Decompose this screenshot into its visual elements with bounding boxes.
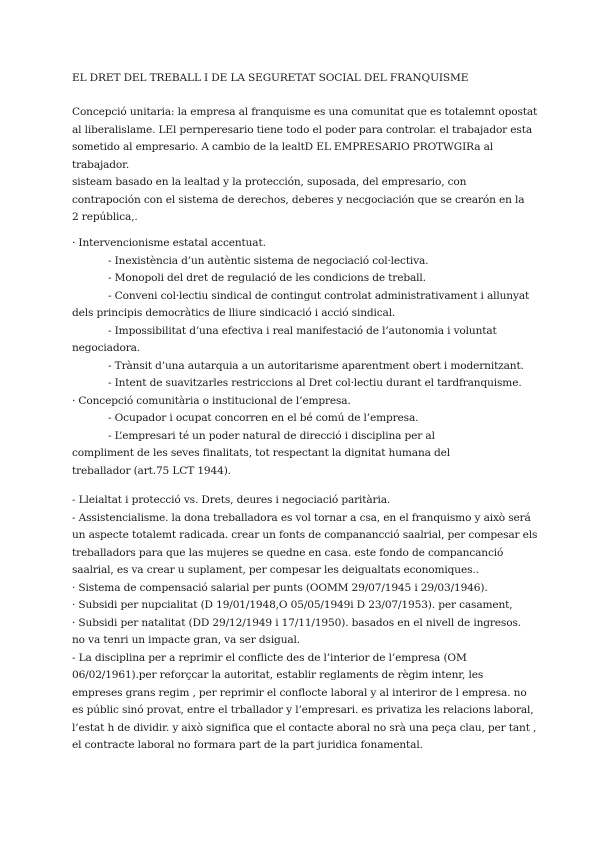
list-item: · Intervencionisme estatal accentuat. [72,237,266,249]
list-item: negociadora. [72,342,140,354]
text-line: no va tenri un impacte gran, va ser dsigual. [72,634,300,646]
list-item: · Concepció comunitària o institucional de l’empresa. [72,394,351,407]
list-item: - Trànsit d’una autarquia a un autoritarisme aparentment obert i modernitzant. [108,359,524,372]
text-line: - La disciplina per a reprimir el conflicte des de l’interior de l’empresa (OM [72,651,467,664]
text-line: 06/02/1961).per reforçcar la autoritat, establir reglaments de règim intenr, les [72,669,484,681]
text-line: empreses grans regim , per reprimir el conflocte laboral y al interiror de l empresa. no [72,686,527,699]
list-item: - Ocupador i ocupat concorren en el bé comú de l’empresa. [108,412,419,424]
text-line: un aspecte totalemt radicada. crear un fonts de companancció saalrial, per compesar els [72,529,538,541]
text-line: l’estat h de dividir. y això significa que el contacte aboral no srà una peça clau, per tant , [72,721,537,734]
intro-paragraph [72,104,538,227]
text-line: 2 república,. [72,211,138,223]
text-line: · Subsidi per nupcialitat (D 19/01/1948,O 05/05/1949i D 23/07/1953). per casament, [72,599,513,611]
text-line: · Subsidi per natalitat (DD 29/12/1949 i 17/11/1950). basados en el nivell de ingresos. [72,616,521,629]
text-line: · Sistema de compensació salarial per punts (OOMM 29/07/1945 i 29/03/1946). [72,581,488,594]
text-line: - Assistencialisme. la dona treballadora es vol tornar a csa, en el franquismo y això será [72,511,531,524]
text-line: saalrial, es va crear u suplament, per compesar les deigualtats economiques.. [72,564,479,576]
list-item: - Intent de suavitzarles restriccions al Dret col·lectiu durant el tardfranquisme. [108,377,522,389]
list-item: compliment de les seves finalitats, tot respectant la dignitat humana del [72,447,451,459]
text-line: treballadors para que las mujeres se quedne en casa. este fondo de compancanció [72,546,504,559]
text-line: el contracte laboral no formara part de la part juridica fonamental. [72,739,423,751]
text-line: es públic sinó provat, entre el trballador y l’empresari. es privatiza les relacions laboral, [72,704,534,716]
text-line: trabajador. [72,158,130,171]
text-line: contrapoción con el sistema de derechos, deberes y necgociación que se crearón en la [72,193,525,206]
features-list [72,235,532,480]
text-line: sisteam basado en la lealtad y la protección, suposada, del empresario, con [72,176,467,188]
list-item: - Monopoli del dret de regulació de les condicions de treball. [108,272,426,284]
list-item: - Impossibilitat d’una efectiva i real manifestació de l’autonomia i voluntat [108,324,497,337]
list-item: - Inexistència d’un autèntic sistema de negociació col·lectiva. [108,254,429,267]
text-line: Concepció unitaria: la empresa al franquisme es una comunitat que es totalemnt opostat [72,106,538,118]
second-section [72,492,538,755]
list-item: - Conveni col·lectiu sindical de contingut controlat administrativament i allunyat [108,289,530,302]
list-item: treballador (art.75 LCT 1944). [72,464,231,477]
list-item: - L’empresari té un poder natural de direcció i disciplina per al [108,429,435,442]
text-line: al liberalislame. LEl pernperesario tiene todo el poder para controlar. el trabajador esta [72,123,532,136]
document-title: EL DRET DEL TREBALL I DE LA SEGURETAT SOCIAL DEL FRANQUISME [72,72,469,84]
list-item: dels principis democràtics de lliure sindicació i acció sindical. [72,307,396,319]
text-line: sometido al empresario. A cambio de la lealtD EL EMPRESARIO PROTWGIRa al [72,141,494,153]
text-line: - Lleialtat i protecció vs. Drets, deures i negociació paritària. [72,494,391,506]
